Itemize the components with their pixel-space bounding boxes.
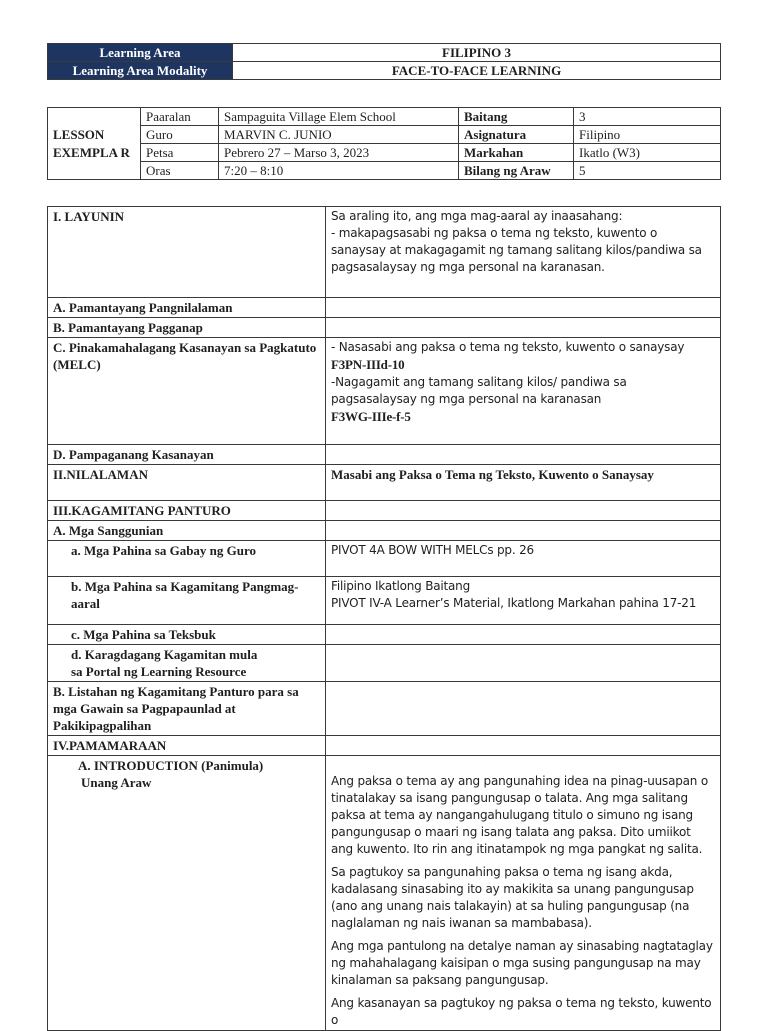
empty-cell <box>326 682 721 736</box>
empty-cell <box>326 736 721 756</box>
row-layunin <box>48 207 721 298</box>
kagamitang-value1: Filipino Ikatlong Baitang <box>331 579 470 593</box>
kagamitang-value2: PIVOT IV-A Learner’s Material, Ikatlong Markahan pahina 17-21 <box>331 596 697 610</box>
row-melc <box>48 338 721 445</box>
row-sanggunian <box>48 521 721 541</box>
kagamitang-pangmag-aaral-label: b. Mga Pahina sa Kagamitang Pangmag-aaral <box>48 577 326 625</box>
layunin-content <box>326 207 721 298</box>
row-pampaganang-kasanayan <box>48 445 721 465</box>
info-row <box>48 144 721 162</box>
info-value: 7:20 – 8:10 <box>219 162 459 180</box>
info-value: 5 <box>574 162 721 180</box>
melc-text2: -Nagagamit ang tamang salitang kilos/ pandiwa sa pagsasalaysay ng mga personal na karanasan <box>331 375 627 406</box>
row-pamantayang-pangnilalaman <box>48 298 721 318</box>
melc-text1: - Nasasabi ang paksa o tema ng teksto, kuwento o sanaysay <box>331 340 685 354</box>
info-row <box>48 162 721 180</box>
layunin-line1: Sa araling ito, ang mga mag-aaral ay inaasahang: <box>331 209 623 223</box>
introduction-paragraph: Ang paksa o tema ay ang pangunahing idea na pinag-uusapan o tinatalakay sa isang pangungusap o talata. Ang mga salitang paksa at tema ay nangangahulugang titulo o simuno ng isang pangungusap o maari ng isang talata ang paksa. Dito umiikot ang kuwento. Ito rin ang itinatampok ng mga pangkat ng salita. <box>331 774 708 856</box>
learning-area-value: FILIPINO 3 <box>233 44 721 62</box>
empty-cell <box>326 298 721 318</box>
info-row <box>48 108 721 126</box>
empty-cell <box>326 445 721 465</box>
introduction-label <box>48 756 326 1031</box>
lesson-info-table <box>47 107 721 180</box>
layunin-label: I. LAYUNIN <box>48 207 326 298</box>
introduction-paragraph: Ang mga pantulong na detalye naman ay sinasabing nagtataglay ng mahahalagang kaisipan o mga susing pangungusap na may kinalaman sa paksang pangungusap. <box>331 939 713 987</box>
modality-label: Learning Area Modality <box>48 62 233 80</box>
info-key: Baitang <box>459 108 574 126</box>
info-key: Guro <box>141 126 219 144</box>
introduction-label1: A. INTRODUCTION (Panimula) <box>78 758 264 773</box>
nilalaman-label: II.NILALAMAN <box>48 465 326 501</box>
row-introduction <box>48 756 721 1031</box>
info-value: Pebrero 27 – Marso 3, 2023 <box>219 144 459 162</box>
empty-cell <box>326 521 721 541</box>
row-karagdagang-kagamitan <box>48 645 721 682</box>
header-table <box>47 43 721 80</box>
info-key: Oras <box>141 162 219 180</box>
info-key: Petsa <box>141 144 219 162</box>
pamantayang-pagganap-label: B. Pamantayang Pagganap <box>48 318 326 338</box>
pamamaraan-label: IV.PAMAMARAAN <box>48 736 326 756</box>
kagamitang-pangmag-aaral-content <box>326 577 721 625</box>
info-key: Paaralan <box>141 108 219 126</box>
teksbuk-label: c. Mga Pahina sa Teksbuk <box>48 625 326 645</box>
row-pamantayang-pagganap <box>48 318 721 338</box>
nilalaman-value: Masabi ang Paksa o Tema ng Teksto, Kuwento o Sanaysay <box>326 465 721 501</box>
melc-label: C. Pinakamahalagang Kasanayan sa Pagkatuto (MELC) <box>48 338 326 445</box>
info-value: 3 <box>574 108 721 126</box>
introduction-paragraph: Sa pagtukoy sa pangunahing paksa o tema ng isang akda, kadalasang sinasabing ito ay makikita sa unang pangungusap (ano ang unang nais talakayin) at sa huling pangungusap (na naglalaman ng nais iwanan sa mambabasa). <box>331 865 694 930</box>
lesson-exemplar-label: LESSON EXEMPLA R <box>48 108 141 180</box>
karagdagang-label1: d. Karagdagang Kagamitan mula <box>71 647 258 662</box>
modality-value: FACE-TO-FACE LEARNING <box>233 62 721 80</box>
row-kagamitang-pangmag-aaral <box>48 577 721 625</box>
info-value: MARVIN C. JUNIO <box>219 126 459 144</box>
learning-area-label: Learning Area <box>48 44 233 62</box>
row-pamamaraan <box>48 736 721 756</box>
row-kagamitang-panturo <box>48 501 721 521</box>
info-value: Ikatlo (W3) <box>574 144 721 162</box>
sanggunian-label: A. Mga Sanggunian <box>48 521 326 541</box>
info-value: Filipino <box>574 126 721 144</box>
info-value: Sampaguita Village Elem School <box>219 108 459 126</box>
pamantayang-pangnilalaman-label: A. Pamantayang Pangnilalaman <box>48 298 326 318</box>
empty-cell <box>326 645 721 682</box>
pampaganang-kasanayan-label: D. Pampaganang Kasanayan <box>48 445 326 465</box>
melc-code1: F3PN-IIId-10 <box>331 357 405 372</box>
melc-code2: F3WG-IIIe-f-5 <box>331 409 411 424</box>
karagdagang-label2: sa Portal ng Learning Resource <box>71 664 247 679</box>
gabay-ng-guro-label: a. Mga Pahina sa Gabay ng Guro <box>48 541 326 577</box>
row-teksbuk <box>48 625 721 645</box>
empty-cell <box>326 501 721 521</box>
karagdagang-kagamitan-content <box>48 645 326 682</box>
info-row <box>48 126 721 144</box>
info-key: Asignatura <box>459 126 574 144</box>
empty-cell <box>326 625 721 645</box>
kagamitang-panturo-label: III.KAGAMITANG PANTURO <box>48 501 326 521</box>
row-gabay-ng-guro <box>48 541 721 577</box>
gabay-ng-guro-value: PIVOT 4A BOW WITH MELCs pp. 26 <box>326 541 721 577</box>
info-key: Bilang ng Araw <box>459 162 574 180</box>
row-nilalaman <box>48 465 721 501</box>
info-key: Markahan <box>459 144 574 162</box>
introduction-content <box>326 756 721 1031</box>
row-listahan <box>48 682 721 736</box>
header-row-learning-area <box>48 44 721 62</box>
melc-content <box>326 338 721 445</box>
empty-cell <box>326 318 721 338</box>
layunin-line2: - makapagsasabi ng paksa o tema ng teksto, kuwento o sanaysay at makagagamit ng tamang salitang kilos/pandiwa sa pagsasalaysay ng mga personal na karanasan. <box>331 226 702 274</box>
header-row-modality <box>48 62 721 80</box>
listahan-label: B. Listahan ng Kagamitang Panturo para sa mga Gawain sa Pagpapaunlad at Pakikipagpalihan <box>48 682 326 736</box>
lesson-main-table <box>47 206 721 1031</box>
introduction-label2: Unang Araw <box>81 775 152 790</box>
introduction-paragraph: Ang kasanayan sa pagtukoy ng paksa o tema ng teksto, kuwento o <box>331 996 712 1027</box>
